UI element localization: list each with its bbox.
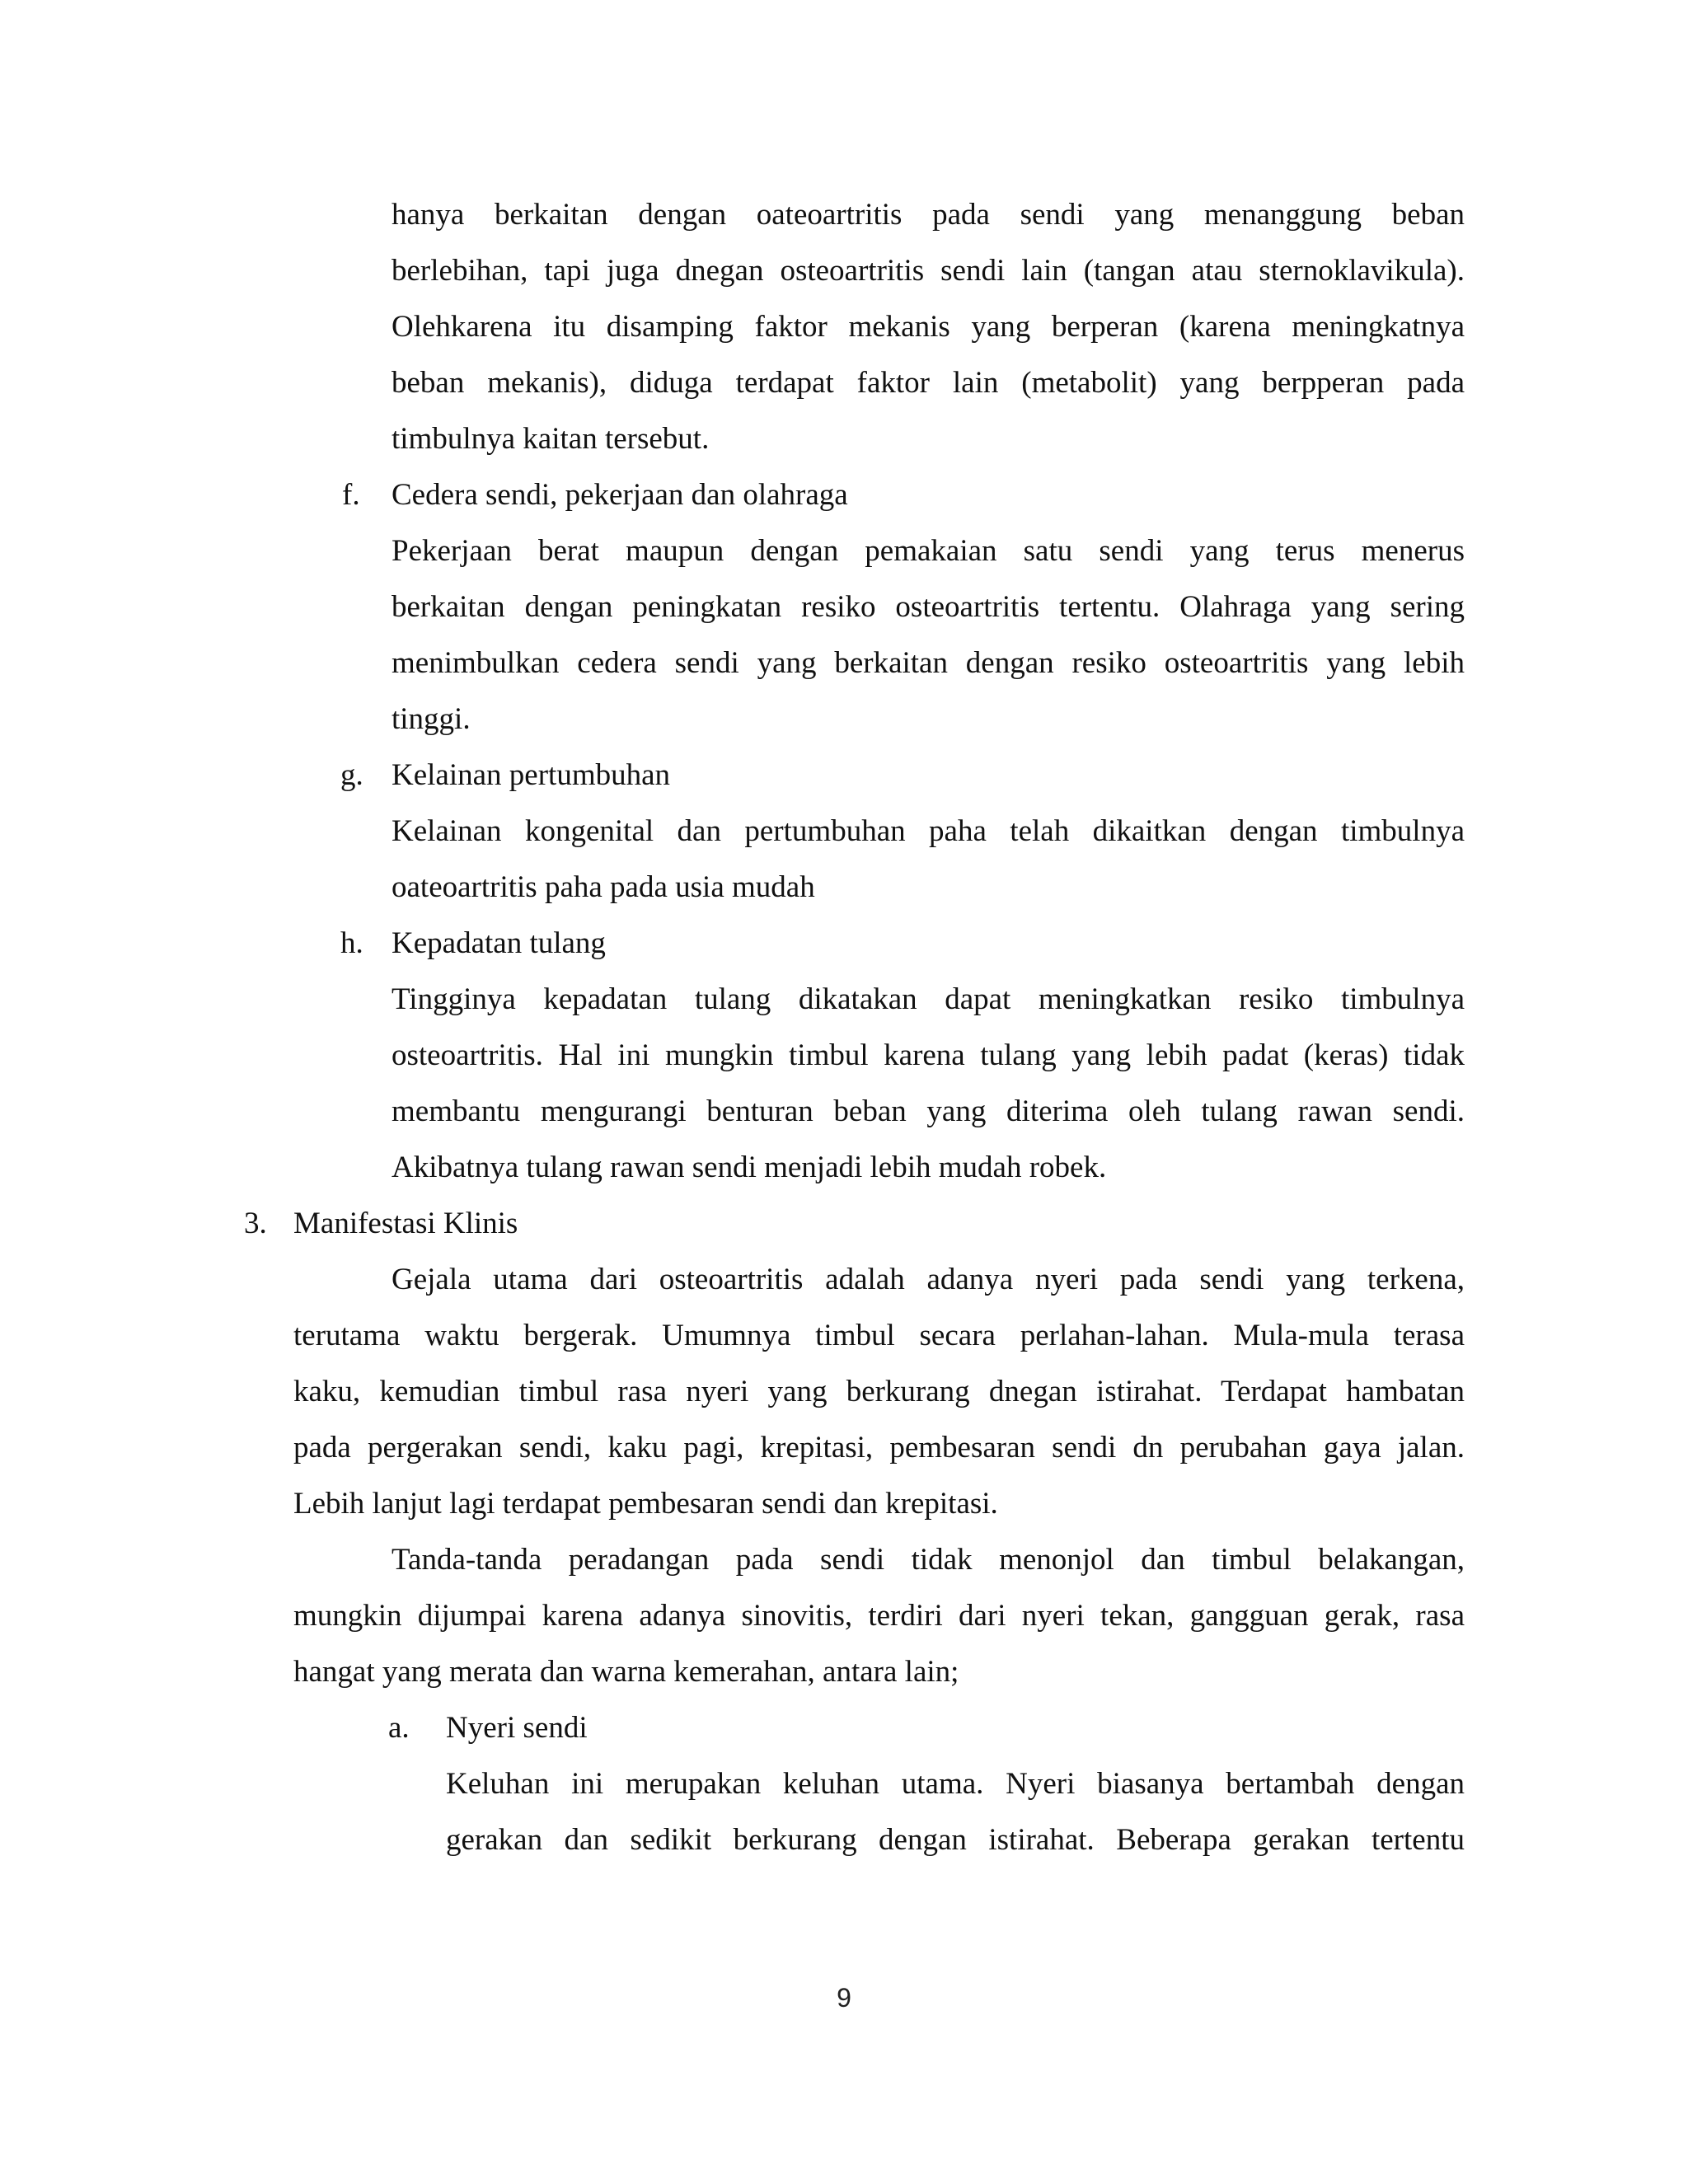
item-a-line-2: gerakan dan sedikit berkurang dengan istirahat. Beberapa gerakan tertentu <box>446 1823 1465 1857</box>
item-f-line-1: Pekerjaan berat maupun dengan pemakaian satu sendi yang terus menerus <box>392 534 1465 568</box>
item-a-line-1: Keluhan ini merupakan keluhan utama. Nyeri biasanya bertambah dengan <box>446 1767 1465 1801</box>
item-f-heading: Cedera sendi, pekerjaan dan olahraga <box>392 478 848 512</box>
list-marker-f: f. <box>342 478 360 512</box>
section-p2-line-3: hangat yang merata dan warna kemerahan, antara lain; <box>293 1655 959 1689</box>
list-marker-h: h. <box>340 926 363 960</box>
section-p1-line-2: terutama waktu bergerak. Umumnya timbul secara perlahan-lahan. Mula-mula terasa <box>293 1319 1465 1352</box>
continuation-line-3: Olehkarena itu disamping faktor mekanis yang berperan (karena meningkatnya <box>392 310 1465 344</box>
section-p2-line-2: mungkin dijumpai karena adanya sinovitis, terdiri dari nyeri tekan, gangguan gerak, rasa <box>293 1599 1465 1633</box>
page-number: 9 <box>837 1983 851 2013</box>
section-p1-line-3: kaku, kemudian timbul rasa nyeri yang berkurang dnegan istirahat. Terdapat hambatan <box>293 1375 1465 1408</box>
item-h-line-3: membantu mengurangi benturan beban yang diterima oleh tulang rawan sendi. <box>392 1094 1465 1128</box>
list-marker-g: g. <box>340 758 363 792</box>
item-g-heading: Kelainan pertumbuhan <box>392 758 671 792</box>
item-f-line-3: menimbulkan cedera sendi yang berkaitan dengan resiko osteoartritis yang lebih <box>392 646 1465 680</box>
section-p1-line-4: pada pergerakan sendi, kaku pagi, krepitasi, pembesaran sendi dn perubahan gaya jalan. <box>293 1431 1465 1465</box>
item-h-line-2: osteoartritis. Hal ini mungkin timbul karena tulang yang lebih padat (keras) tidak <box>392 1038 1465 1072</box>
list-marker-a: a. <box>388 1711 410 1745</box>
item-f-line-4: tinggi. <box>392 702 471 736</box>
item-f-line-2: berkaitan dengan peningkatan resiko osteoartritis tertentu. Olahraga yang sering <box>392 590 1465 624</box>
continuation-line-4: beban mekanis), diduga terdapat faktor lain (metabolit) yang berpperan pada <box>392 366 1465 400</box>
continuation-line-2: berlebihan, tapi juga dnegan osteoartritis sendi lain (tangan atau sternoklavikula). <box>392 254 1465 288</box>
item-h-line-1: Tingginya kepadatan tulang dikatakan dapat meningkatkan resiko timbulnya <box>392 982 1465 1016</box>
item-h-line-4: Akibatnya tulang rawan sendi menjadi lebih mudah robek. <box>392 1151 1107 1184</box>
section-number: 3. <box>244 1207 267 1240</box>
continuation-line-1: hanya berkaitan dengan oateoartritis pada sendi yang menanggung beban <box>392 198 1465 232</box>
continuation-line-5: timbulnya kaitan tersebut. <box>392 422 710 456</box>
item-g-line-2: oateoartritis paha pada usia mudah <box>392 870 815 904</box>
item-h-heading: Kepadatan tulang <box>392 926 606 960</box>
section-p1-line-1: Gejala utama dari osteoartritis adalah adanya nyeri pada sendi yang terkena, <box>392 1263 1465 1296</box>
section-p1-line-5: Lebih lanjut lagi terdapat pembesaran sendi dan krepitasi. <box>293 1487 998 1521</box>
item-a-heading: Nyeri sendi <box>446 1711 588 1745</box>
section-p2-line-1: Tanda-tanda peradangan pada sendi tidak menonjol dan timbul belakangan, <box>392 1543 1465 1577</box>
section-heading: Manifestasi Klinis <box>293 1207 518 1240</box>
item-g-line-1: Kelainan kongenital dan pertumbuhan paha telah dikaitkan dengan timbulnya <box>392 814 1465 848</box>
